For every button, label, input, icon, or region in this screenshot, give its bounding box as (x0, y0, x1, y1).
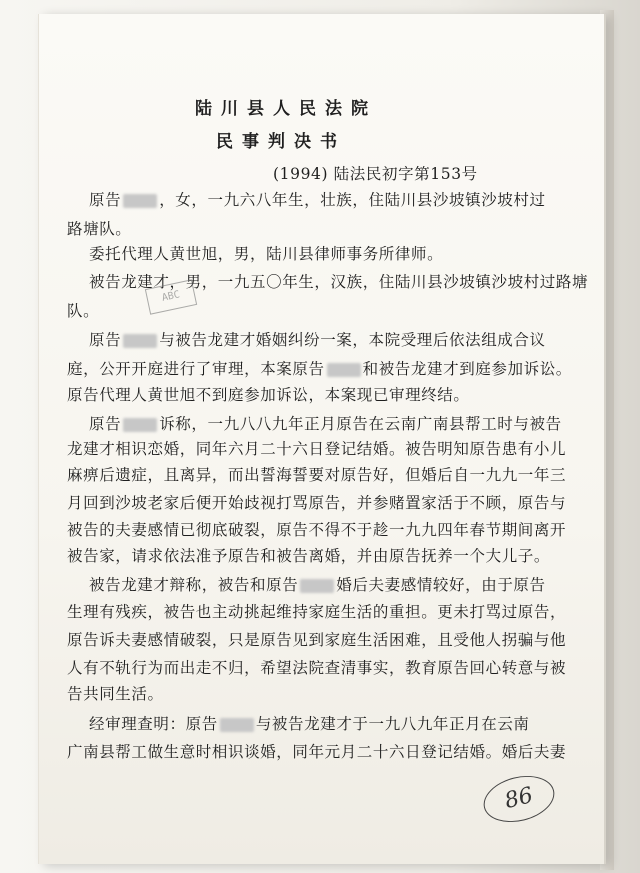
text-line (89, 330, 546, 350)
text-segment: 月回到沙坡老家后便开始歧视打骂原告，并参赌置家活于不顾，原告与 (67, 494, 567, 512)
text-segment: 麻痹后遗症，且离异，而出誓海誓要对原告好，但婚后自一九九一年三 (67, 466, 567, 484)
text-line (89, 714, 530, 734)
text-segment: 经审理查明：原告 (89, 715, 218, 733)
text-line (67, 630, 566, 650)
text-line (67, 493, 566, 513)
text-segment: 被告的夫妻感情已彻底破裂，原告不得不于趁一九九四年春节期间离开 (67, 521, 567, 539)
redacted-name (123, 194, 157, 208)
text-segment: ，女，一九六八年生，壮族，住陆川县沙坡镇沙坡村过 (159, 191, 546, 209)
text-line (67, 602, 566, 622)
case-number: (1994) 陆法民初字第153号 (273, 165, 478, 183)
text-segment: 生理有残疾，被告也主动挑起维持家庭生活的重担。更未打骂过原告， (67, 603, 567, 621)
text-segment: 人有不轨行为而出走不归，希望法院查清事实，教育原告回心转意与被 (67, 659, 567, 677)
text-line (89, 190, 546, 210)
page-number: 86 (479, 769, 560, 829)
text-line (89, 244, 443, 264)
redacted-name (123, 418, 157, 432)
text-line (67, 742, 566, 762)
text-segment: 原告 (89, 331, 122, 349)
court-name: 陆川县人民法院 (195, 99, 377, 119)
text-segment: 路塘队。 (67, 220, 132, 238)
text-segment: 被告龙建才，男，一九五〇年生，汉族，住陆川县沙坡镇沙坡村过路塘 (89, 273, 589, 291)
text-segment: 诉称，一九八八九年正月原告在云南广南县帮工时与被告 (159, 415, 562, 433)
seal-stamp: ABC (145, 279, 197, 314)
redacted-name (123, 334, 157, 348)
text-segment: 和被告龙建才到庭参加诉讼。 (362, 360, 572, 378)
redacted-name (327, 363, 361, 377)
text-segment: 被告家，请求依法准予原告和被告离婚，并由原告抚养一个大儿子。 (67, 547, 551, 565)
text-segment: 委托代理人黄世旭，男，陆川县律师事务所律师。 (89, 245, 444, 263)
text-line (89, 575, 546, 595)
text-line (67, 359, 572, 379)
text-segment: 龙建才相识恋婚，同年六月二十六日登记结婚。被告明知原告患有小儿 (67, 440, 567, 458)
judgment-page (38, 14, 604, 864)
redacted-name (300, 579, 334, 593)
text-line (67, 658, 566, 678)
text-segment: 队。 (67, 302, 100, 320)
document-type: 民事判决书 (216, 132, 346, 152)
text-line (67, 684, 164, 704)
text-line (89, 414, 562, 434)
text-line (67, 546, 550, 566)
text-line (67, 520, 566, 540)
text-line (67, 465, 566, 485)
text-segment: 告共同生活。 (67, 685, 164, 703)
text-line (67, 301, 99, 321)
text-line (67, 219, 131, 239)
text-segment: 被告龙建才辩称，被告和原告 (89, 576, 299, 594)
text-segment: 庭，公开开庭进行了审理，本案原告 (67, 360, 325, 378)
text-segment: 原告代理人黄世旭不到庭参加诉讼，本案现已审理终结。 (67, 386, 470, 404)
text-segment: 原告诉夫妻感情破裂，只是原告见到家庭生活困难，且受他人拐骗与他 (67, 631, 567, 649)
text-line (67, 385, 470, 405)
text-segment: 原告 (89, 191, 122, 209)
redacted-name (220, 718, 254, 732)
text-segment: 与被告龙建才于一九八九年正月在云南 (255, 715, 530, 733)
text-segment: 婚后夫妻感情较好，由于原告 (336, 576, 546, 594)
text-segment: 广南县帮工做生意时相识谈婚，同年元月二十六日登记结婚。婚后夫妻 (67, 743, 567, 761)
text-segment: 原告 (89, 415, 122, 433)
text-segment: 与被告龙建才婚姻纠纷一案，本院受理后依法组成合议 (159, 331, 546, 349)
text-line (67, 439, 566, 459)
